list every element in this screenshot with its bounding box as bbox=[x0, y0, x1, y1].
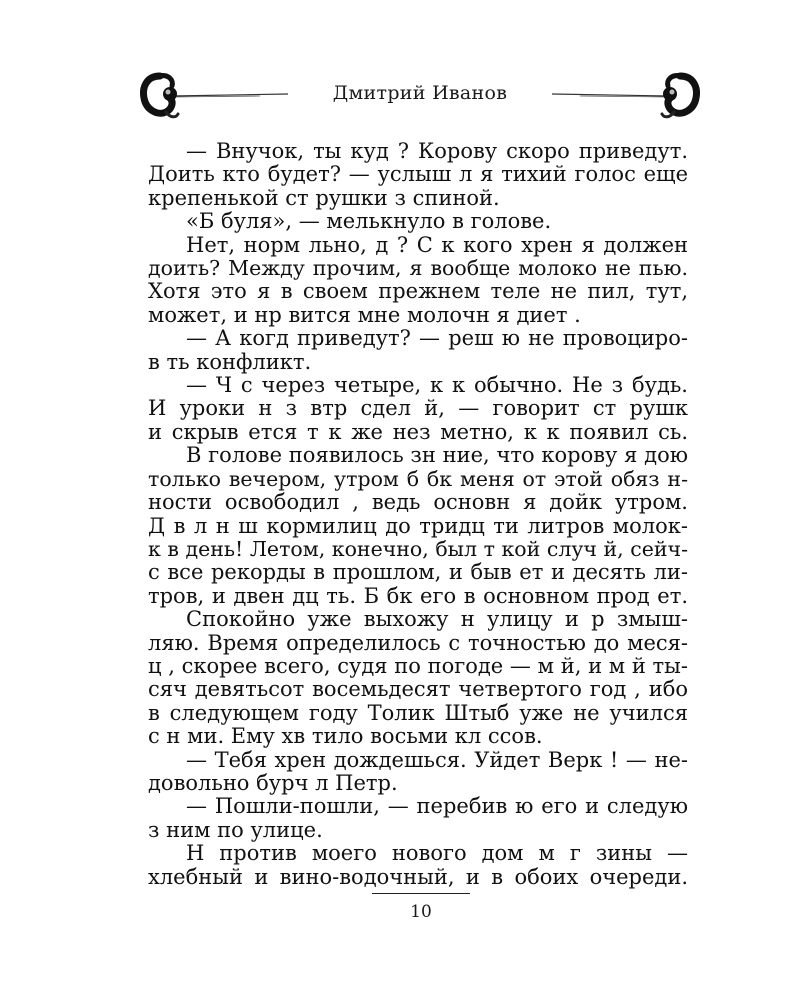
text-line: — Внучок, ты куд ? Корову скоро приведут. bbox=[186, 139, 688, 163]
text-line: «Б буля», — мелькнуло в голове. bbox=[186, 209, 552, 234]
text-line: ляю. Время определилось с точностью до меся- bbox=[148, 630, 688, 655]
scroll-ornament-icon bbox=[550, 66, 700, 126]
text-line: с н ми. Ему хв тило восьми кл ссов. bbox=[148, 724, 543, 749]
text-line: Хотя это я в своем прежнем теле не пил, тут, bbox=[148, 279, 688, 304]
text-line: сяч девятьсот восемьдесят четвертого год , ибо bbox=[148, 677, 688, 702]
text-line: — Ч с через четыре, к к обычно. Не з будь. bbox=[186, 373, 688, 398]
text-line: хлебный и вино-водочный, и в обоих очереди. bbox=[148, 864, 688, 889]
text-line: к в день! Летом, конечно, был т кой случ й, сейч- bbox=[148, 536, 688, 561]
running-header bbox=[140, 66, 700, 126]
text-line: ности освободил , ведь основн я дойк утром. bbox=[148, 490, 688, 515]
text-line: и скрыв ется т к же нез метно, к к появил сь. bbox=[148, 419, 688, 444]
text-line: в следующем году Толик Штыб уже не учился bbox=[148, 700, 688, 725]
text-line: Д в л н ш кормилиц до тридц ти литров молок- bbox=[148, 513, 688, 538]
header-author-title: Дмитрий Иванов bbox=[332, 82, 508, 104]
text-line: Доить кто будет? — услыш л я тихий голос еще bbox=[148, 162, 688, 187]
text-line: — Пошли-пошли, — перебив ю его и следую bbox=[186, 794, 688, 819]
text-line: в ть конфликт. bbox=[148, 349, 312, 374]
text-line: крепенькой ст рушки з спиной. bbox=[148, 185, 500, 210]
text-line: Спокойно уже выхожу н улицу и р змыш- bbox=[186, 607, 688, 632]
text-line: В голове появилось зн ние, что корову я дою bbox=[186, 443, 688, 468]
text-line: з ним по улице. bbox=[148, 817, 323, 842]
text-line: только вечером, утром б бк меня от этой обяз н- bbox=[148, 466, 688, 491]
text-line: — А когд приведут? — реш ю не провоциро- bbox=[186, 326, 688, 351]
page-number: 10 bbox=[410, 902, 432, 922]
text-line: И уроки н з втр сдел й, — говорит ст рушк bbox=[148, 396, 688, 421]
text-line: может, и нр вится мне молочн я диет . bbox=[148, 302, 581, 327]
text-line: Н против моего нового дом м г зины — bbox=[186, 841, 688, 866]
text-line: — Тебя хрен дождешься. Уйдет Верк ! — не- bbox=[186, 747, 688, 772]
text-line: тров, и двен дц ть. Б бк его в основном прод ет. bbox=[148, 583, 688, 608]
text-line: доить? Между прочим, я вообще молоко не пью. bbox=[148, 256, 688, 281]
text-line: ц , скорее всего, судя по погоде — м й, и м й ты- bbox=[148, 653, 688, 678]
body-text bbox=[148, 140, 688, 889]
footer-rule bbox=[372, 893, 470, 894]
text-line: Нет, норм льно, д ? С к кого хрен я должен bbox=[186, 232, 688, 257]
text-line: с все рекорды в прошлом, и быв ет и десять ли- bbox=[148, 560, 688, 585]
text-line: довольно бурч л Петр. bbox=[148, 770, 398, 795]
